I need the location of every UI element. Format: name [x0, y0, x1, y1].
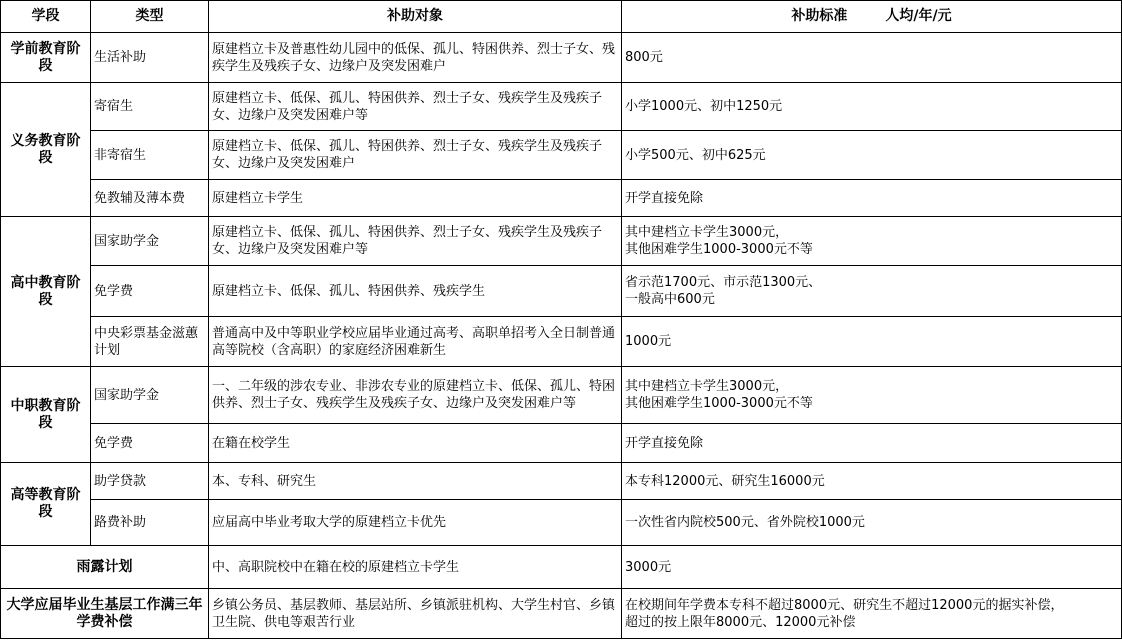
target-cell: 本、专科、研究生	[209, 463, 622, 500]
target-cell: 原建档立卡、低保、孤儿、特困供养、烈士子女、残疾学生及残疾子女、边缘户及突发困难户等	[209, 83, 622, 131]
standard-line: 一次性省内院校500元、省外院校1000元	[625, 515, 865, 530]
stage-cell: 义务教育阶段	[1, 83, 91, 217]
type-cell: 免教辅及薄本费	[91, 180, 209, 217]
standard-cell	[622, 546, 1122, 589]
table-row	[1, 180, 1122, 217]
standard-line: 3000元	[625, 559, 672, 575]
type-cell: 免学费	[91, 424, 209, 463]
type-cell: 助学贷款	[91, 463, 209, 500]
standard-cell	[622, 266, 1122, 317]
type-cell: 非寄宿生	[91, 131, 209, 180]
table-row	[1, 217, 1122, 266]
standard-line: 开学直接免除	[625, 190, 704, 206]
stage-cell: 高中教育阶段	[1, 217, 91, 367]
table-row	[1, 33, 1122, 83]
target-cell: 中、高职院校中在籍在校的原建档立卡学生	[209, 546, 622, 589]
target-cell: 原建档立卡、低保、孤儿、特困供养、残疾学生	[209, 266, 622, 317]
table-row	[1, 317, 1122, 367]
target-cell: 在籍在校学生	[209, 424, 622, 463]
table-row	[1, 500, 1122, 546]
standard-cell	[622, 367, 1122, 424]
target-cell: 原建档立卡学生	[209, 180, 622, 217]
type-cell: 免学费	[91, 266, 209, 317]
standard-cell	[622, 180, 1122, 217]
standard-cell	[622, 500, 1122, 546]
standard-line: 其他困难学生1000-3000元不等	[625, 242, 813, 257]
standard-line: 其中建档立卡学生3000元，	[625, 379, 789, 394]
target-cell: 普通高中及中等职业学校应届毕业通过高考、高职单招考入全日制普通高等院校（含高职）的家庭经济困难新生	[209, 317, 622, 367]
standard-line: 小学1000元、初中1250元	[625, 99, 783, 114]
standard-line: 其他困难学生1000-3000元不等	[625, 396, 813, 411]
table-row	[1, 424, 1122, 463]
stage-cell: 中职教育阶段	[1, 367, 91, 463]
standard-line: 1000元	[625, 334, 672, 349]
header-type: 类型	[91, 1, 209, 33]
table-row	[1, 83, 1122, 131]
target-cell: 原建档立卡及普惠性幼儿园中的低保、孤儿、特困供养、烈士子女、残疾学生及残疾子女、边缘户及突发困难户	[209, 33, 622, 83]
standard-line: 800元	[625, 50, 663, 65]
standard-line: 省示范1700元、市示范1300元、	[625, 275, 822, 290]
standard-cell	[622, 83, 1122, 131]
type-cell: 寄宿生	[91, 83, 209, 131]
type-cell: 生活补助	[91, 33, 209, 83]
type-cell: 国家助学金	[91, 217, 209, 266]
stage-cell: 学前教育阶段	[1, 33, 91, 83]
type-cell: 中央彩票基金滋蕙计划	[91, 317, 209, 367]
table-row	[1, 589, 1122, 639]
header-row	[1, 1, 1122, 33]
standard-cell	[622, 424, 1122, 463]
target-cell: 应届高中毕业考取大学的原建档立卡优先	[209, 500, 622, 546]
standard-line: 在校期间年学费本专科不超过8000元、研究生不超过12000元的据实补偿，	[625, 597, 1064, 613]
standard-cell	[622, 33, 1122, 83]
target-cell: 乡镇公务员、基层教师、基层站所、乡镇派驻机构、大学生村官、乡镇卫生院、供电等艰苦行业	[209, 589, 622, 639]
standard-cell	[622, 317, 1122, 367]
table-row	[1, 266, 1122, 317]
target-cell: 原建档立卡、低保、孤儿、特困供养、烈士子女、残疾学生及残疾子女、边缘户及突发困难户等	[209, 217, 622, 266]
header-standard-unit: 人均/年/元	[885, 8, 952, 24]
table-row	[1, 463, 1122, 500]
target-cell: 一、二年级的涉农专业、非涉农专业的原建档立卡、低保、孤儿、特困供养、烈士子女、残疾学生及残疾子女、边缘户及突发困难户等	[209, 367, 622, 424]
type-cell: 路费补助	[91, 500, 209, 546]
standard-cell	[622, 131, 1122, 180]
table-row	[1, 131, 1122, 180]
stage-cell: 高等教育阶段	[1, 463, 91, 546]
header-standard-label: 补助标准	[791, 8, 848, 24]
standard-line: 超过的按上限年8000元、12000元补偿	[625, 614, 856, 630]
standard-cell	[622, 463, 1122, 500]
header-target: 补助对象	[209, 1, 622, 33]
type-cell: 国家助学金	[91, 367, 209, 424]
standard-line: 本专科12000元、研究生16000元	[625, 473, 825, 489]
program-title-cell: 大学应届毕业生基层工作满三年学费补偿	[1, 589, 209, 639]
table-row	[1, 367, 1122, 424]
standard-line: 小学500元、初中625元	[625, 147, 766, 163]
header-stage: 学段	[1, 1, 91, 33]
program-title-cell: 雨露计划	[1, 546, 209, 589]
standard-line: 一般高中600元	[625, 292, 715, 307]
table-row	[1, 546, 1122, 589]
standard-line: 其中建档立卡学生3000元，	[625, 225, 789, 240]
standard-line: 开学直接免除	[625, 435, 704, 451]
target-cell: 原建档立卡、低保、孤儿、特困供养、烈士子女、残疾学生及残疾子女、边缘户及突发困难户	[209, 131, 622, 180]
standard-cell	[622, 217, 1122, 266]
header-standard	[622, 1, 1122, 33]
standard-cell	[622, 589, 1122, 639]
